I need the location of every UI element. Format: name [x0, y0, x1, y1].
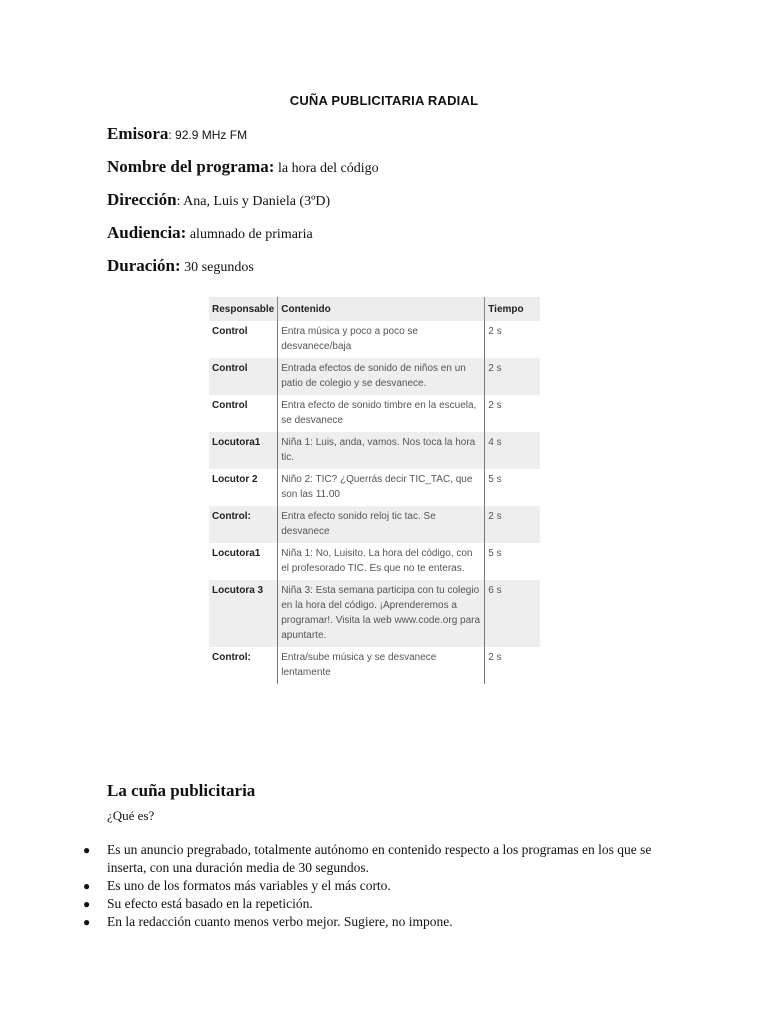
list-item-text: Su efecto está basado en la repetición.: [107, 896, 313, 911]
cell-contenido: Entra efecto sonido reloj tic tac. Se desvanece: [278, 506, 485, 543]
field-value: 30 segundos: [180, 260, 254, 275]
section-title: La cuña publicitaria: [107, 781, 256, 800]
field-emisora: [107, 124, 247, 144]
field-label: Emisora: [107, 124, 169, 143]
script-table: [209, 297, 540, 684]
cell-contenido: Niño 2: TIC? ¿Querrás decir TIC_TAC, que son las 11.00: [278, 469, 485, 506]
field-value: la hora del código: [274, 161, 379, 176]
table-row: [209, 506, 540, 543]
list-item-text: Es uno de los formatos más variables y el más corto.: [107, 878, 391, 893]
table-row: [209, 395, 540, 432]
table-row: [209, 647, 540, 684]
field-label: Audiencia:: [107, 223, 187, 242]
bullet-icon: ●: [83, 897, 91, 911]
field-label: Nombre del programa:: [107, 157, 275, 176]
cell-tiempo: 2 s: [485, 506, 541, 543]
cell-contenido: Niña 1: Luis, anda, vamos. Nos toca la hora tic.: [278, 432, 485, 469]
header-tiempo: Tiempo: [485, 297, 541, 321]
bullet-list: [80, 841, 670, 931]
cell-responsable: Control: [209, 321, 278, 358]
list-item: [80, 877, 670, 895]
header-contenido: Contenido: [278, 297, 485, 321]
bullet-icon: ●: [83, 843, 91, 857]
field-label: Dirección: [107, 190, 177, 209]
cell-tiempo: 2 s: [488, 400, 502, 411]
field-duracion: [107, 256, 254, 276]
bullet-icon: ●: [83, 879, 91, 893]
cell-contenido: Entrada efectos de sonido de niños en un patio de colegio y se desvanece.: [278, 358, 485, 395]
list-item-text: Es un anuncio pregrabado, totalmente autónomo en contenido respecto a los programas en los que se inserta, con una duración media de 30 segundos.: [107, 842, 652, 875]
field-value: : Ana, Luis y Daniela (3ºD): [176, 194, 331, 209]
cell-responsable: Locutora 3: [209, 580, 278, 647]
field-audiencia: [107, 223, 313, 243]
field-value: alumnado de primaria: [186, 227, 313, 242]
list-item-text: En la redacción cuanto menos verbo mejor. Sugiere, no impone.: [107, 914, 453, 929]
list-item: [80, 841, 670, 877]
table-header-row: [209, 297, 540, 321]
cell-responsable: Control:: [209, 506, 278, 543]
header-responsable: Responsable: [209, 297, 278, 321]
cell-responsable: Locutor 2: [209, 469, 278, 506]
cell-tiempo: 2 s: [488, 326, 502, 337]
cell-contenido: Niña 3: Esta semana participa con tu colegio en la hora del código. ¡Aprenderemos a programar!. Visita la web www.code.org para apuntarte.: [278, 580, 485, 647]
cell-responsable: Control:: [209, 647, 278, 684]
bullet-icon: ●: [83, 915, 91, 929]
field-value: : 92.9 MHz FM: [168, 128, 248, 142]
list-item: [80, 913, 670, 931]
cell-tiempo: 2 s: [488, 652, 502, 663]
table-row: [209, 543, 540, 580]
cell-contenido: Entra efecto de sonido timbre en la escuela, se desvanece: [278, 395, 485, 432]
table-row: [209, 580, 540, 647]
cell-contenido: Entra/sube música y se desvanece lentamente: [278, 647, 485, 684]
cell-responsable: Control: [209, 358, 278, 395]
field-label: Duración:: [107, 256, 181, 275]
table-row: [209, 432, 540, 469]
table-row: [209, 358, 540, 395]
cell-tiempo: 5 s: [488, 474, 502, 485]
cell-tiempo: 4 s: [485, 432, 541, 469]
table-row: [209, 469, 540, 506]
cell-responsable: Control: [209, 395, 278, 432]
page-title: CUÑA PUBLICITARIA RADIAL: [289, 93, 479, 108]
cell-responsable: Locutora1: [209, 543, 278, 580]
cell-tiempo: 2 s: [485, 358, 541, 395]
table-row: [209, 321, 540, 358]
section-question: ¿Qué es?: [107, 808, 155, 823]
cell-responsable: Locutora1: [209, 432, 278, 469]
list-item: [80, 895, 670, 913]
cell-tiempo: 5 s: [488, 548, 502, 559]
cell-contenido: Entra música y poco a poco se desvanece/baja: [278, 321, 485, 358]
cell-tiempo: 6 s: [485, 580, 541, 647]
field-direccion: [107, 190, 330, 210]
field-programa: [107, 157, 379, 177]
cell-contenido: Niña 1: No, Luisito. La hora del código, con el profesorado TIC. Es que no te enteras.: [278, 543, 485, 580]
